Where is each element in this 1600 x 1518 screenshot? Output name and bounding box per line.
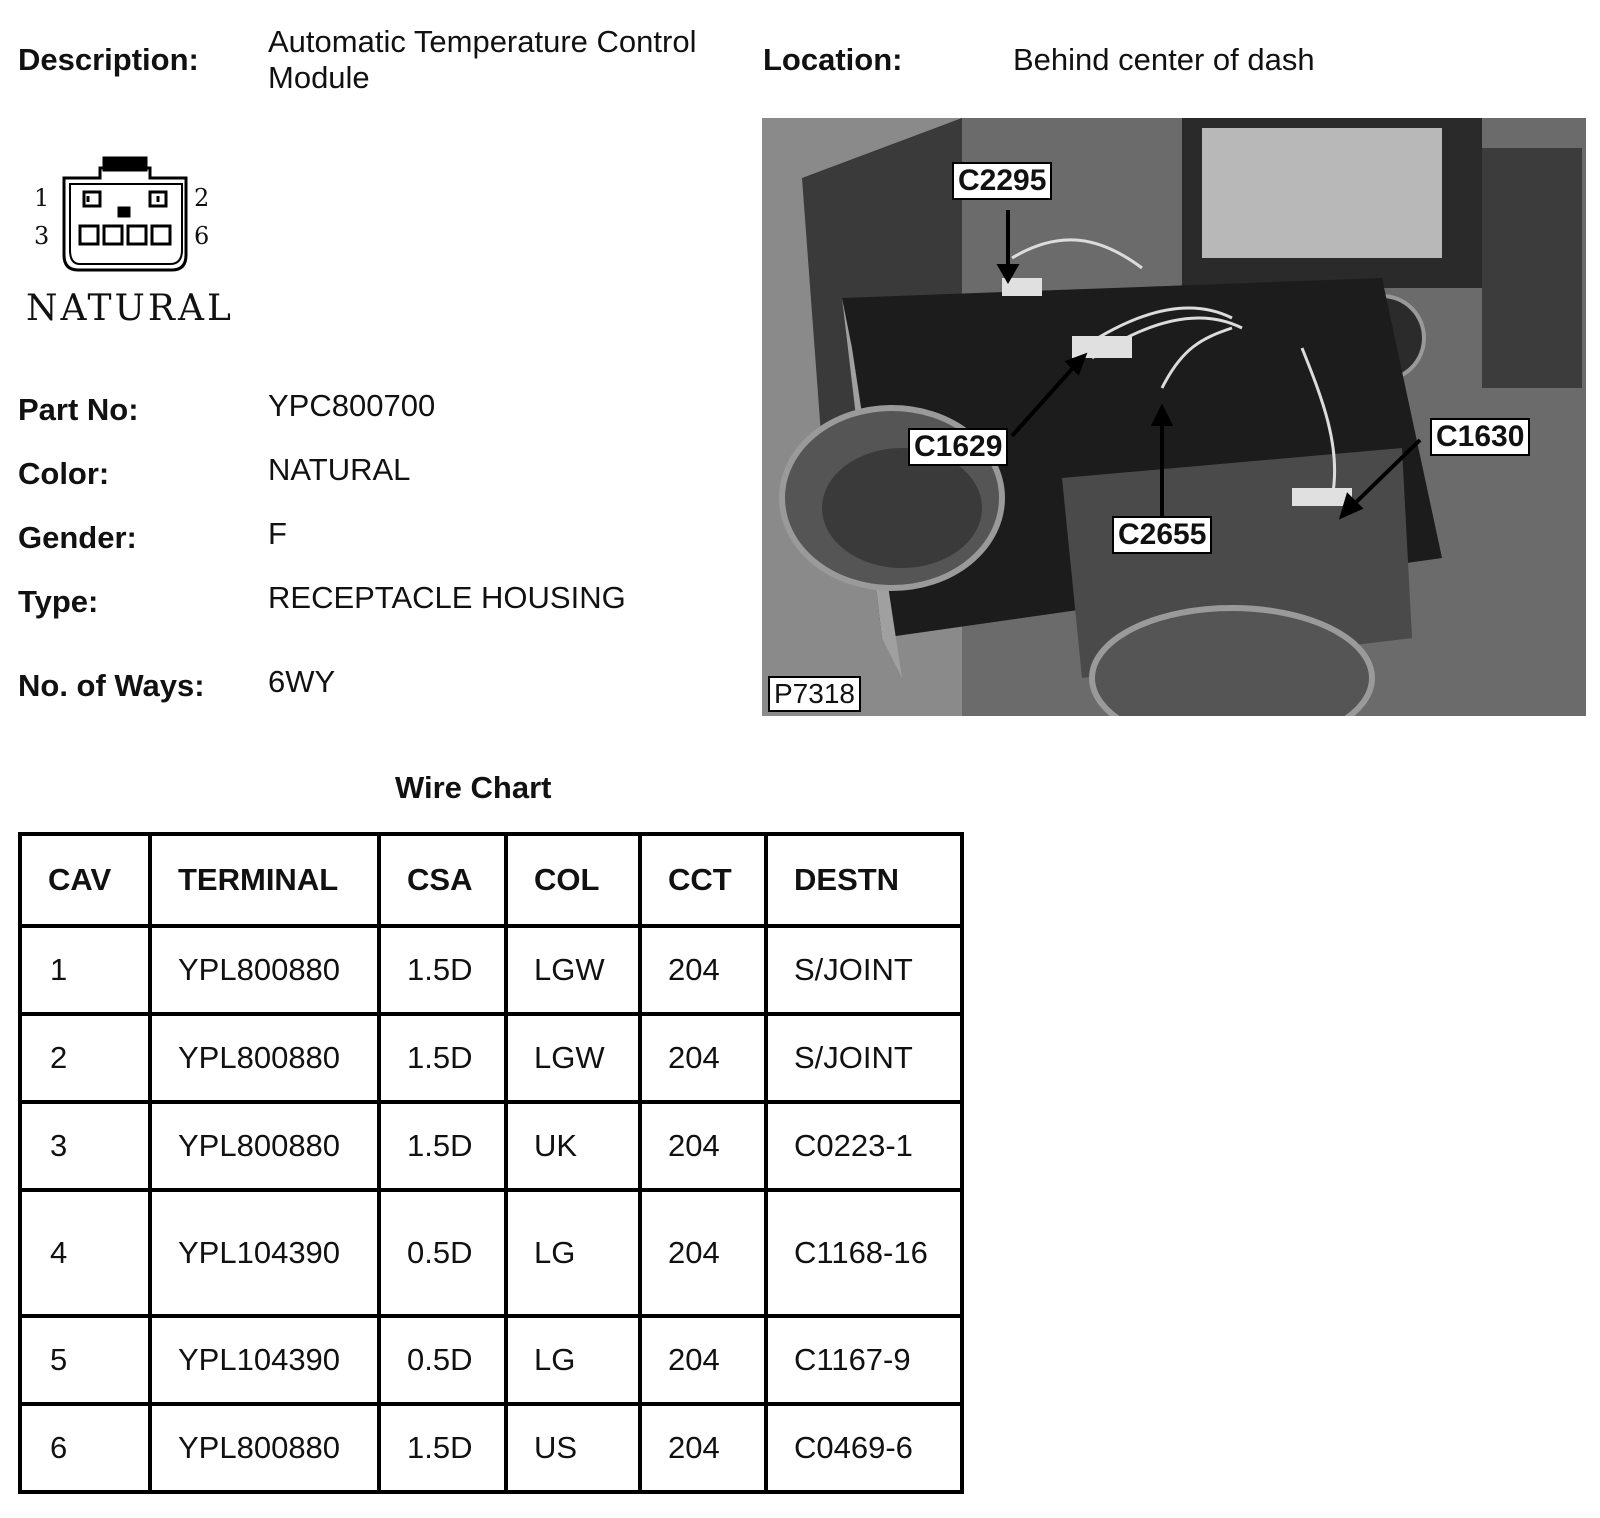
cell-destn: C0469-6 (766, 1404, 962, 1492)
type-label: Type: (18, 584, 99, 619)
cell-destn: C0223-1 (766, 1102, 962, 1190)
cell-cct: 204 (640, 1404, 766, 1492)
table-row (20, 1404, 962, 1492)
cell-terminal: YPL800880 (150, 1014, 379, 1102)
table-row (20, 926, 962, 1014)
wire-chart-header-row (20, 834, 962, 926)
color-value: NATURAL (268, 452, 411, 487)
description-line-2: Module (268, 60, 370, 95)
connector-caption: NATURAL (26, 288, 234, 329)
location-value: Behind center of dash (1013, 42, 1315, 77)
pin-6-label: 6 (194, 222, 210, 250)
cell-col: LGW (506, 1014, 640, 1102)
cell-cct: 204 (640, 1316, 766, 1404)
location-label: Location: (763, 42, 903, 77)
cell-csa: 0.5D (379, 1316, 506, 1404)
cell-cct: 204 (640, 1102, 766, 1190)
cell-csa: 1.5D (379, 1102, 506, 1190)
cell-destn: S/JOINT (766, 926, 962, 1014)
cell-destn: C1168-16 (766, 1190, 962, 1316)
header-cav: CAV (20, 834, 150, 926)
cell-csa: 1.5D (379, 1014, 506, 1102)
description-label: Description: (18, 42, 199, 77)
cell-cct: 204 (640, 1190, 766, 1316)
cell-cct: 204 (640, 926, 766, 1014)
cell-destn: S/JOINT (766, 1014, 962, 1102)
cell-cav: 3 (20, 1102, 150, 1190)
gender-label: Gender: (18, 520, 137, 555)
table-row (20, 1102, 962, 1190)
cell-cav: 2 (20, 1014, 150, 1102)
wire-chart-title: Wire Chart (395, 770, 552, 805)
ways-value: 6WY (268, 664, 336, 699)
cell-cct: 204 (640, 1014, 766, 1102)
cell-csa: 1.5D (379, 926, 506, 1014)
cell-col: US (506, 1404, 640, 1492)
cell-cav: 1 (20, 926, 150, 1014)
callout-c1630: C1630 (1430, 418, 1530, 456)
description-value (268, 24, 696, 96)
pin-2-label: 2 (194, 184, 210, 212)
pin-1-label: 1 (34, 184, 50, 212)
header-destn: DESTN (766, 834, 962, 926)
cell-cav: 6 (20, 1404, 150, 1492)
table-row (20, 1190, 962, 1316)
cell-csa: 1.5D (379, 1404, 506, 1492)
type-value: RECEPTACLE HOUSING (268, 580, 626, 615)
cell-terminal: YPL800880 (150, 1404, 379, 1492)
cell-col: LGW (506, 926, 640, 1014)
cell-cav: 5 (20, 1316, 150, 1404)
header-terminal: TERMINAL (150, 834, 379, 926)
table-row (20, 1014, 962, 1102)
part-no-value: YPC800700 (268, 388, 436, 423)
location-photo (762, 118, 1586, 716)
cell-destn: C1167-9 (766, 1316, 962, 1404)
part-no-label: Part No: (18, 392, 139, 427)
cell-col: UK (506, 1102, 640, 1190)
ways-label: No. of Ways: (18, 668, 205, 703)
color-label: Color: (18, 456, 110, 491)
gender-value: F (268, 516, 287, 551)
cell-cav: 4 (20, 1190, 150, 1316)
callout-c1629: C1629 (908, 428, 1008, 466)
wire-chart-table (18, 832, 964, 1494)
photo-id: P7318 (768, 676, 861, 712)
description-line-1: Automatic Temperature Control (268, 24, 697, 59)
dashboard-illustration (762, 118, 1586, 716)
cell-terminal: YPL800880 (150, 926, 379, 1014)
cell-col: LG (506, 1316, 640, 1404)
cell-terminal: YPL104390 (150, 1316, 379, 1404)
pin-3-label: 3 (34, 222, 50, 250)
cell-col: LG (506, 1190, 640, 1316)
callout-c2655: C2655 (1112, 516, 1212, 554)
cell-csa: 0.5D (379, 1190, 506, 1316)
header-csa: CSA (379, 834, 506, 926)
header-cct: CCT (640, 834, 766, 926)
cell-terminal: YPL104390 (150, 1190, 379, 1316)
header-col: COL (506, 834, 640, 926)
cell-terminal: YPL800880 (150, 1102, 379, 1190)
callout-c2295: C2295 (952, 162, 1052, 200)
table-row (20, 1316, 962, 1404)
